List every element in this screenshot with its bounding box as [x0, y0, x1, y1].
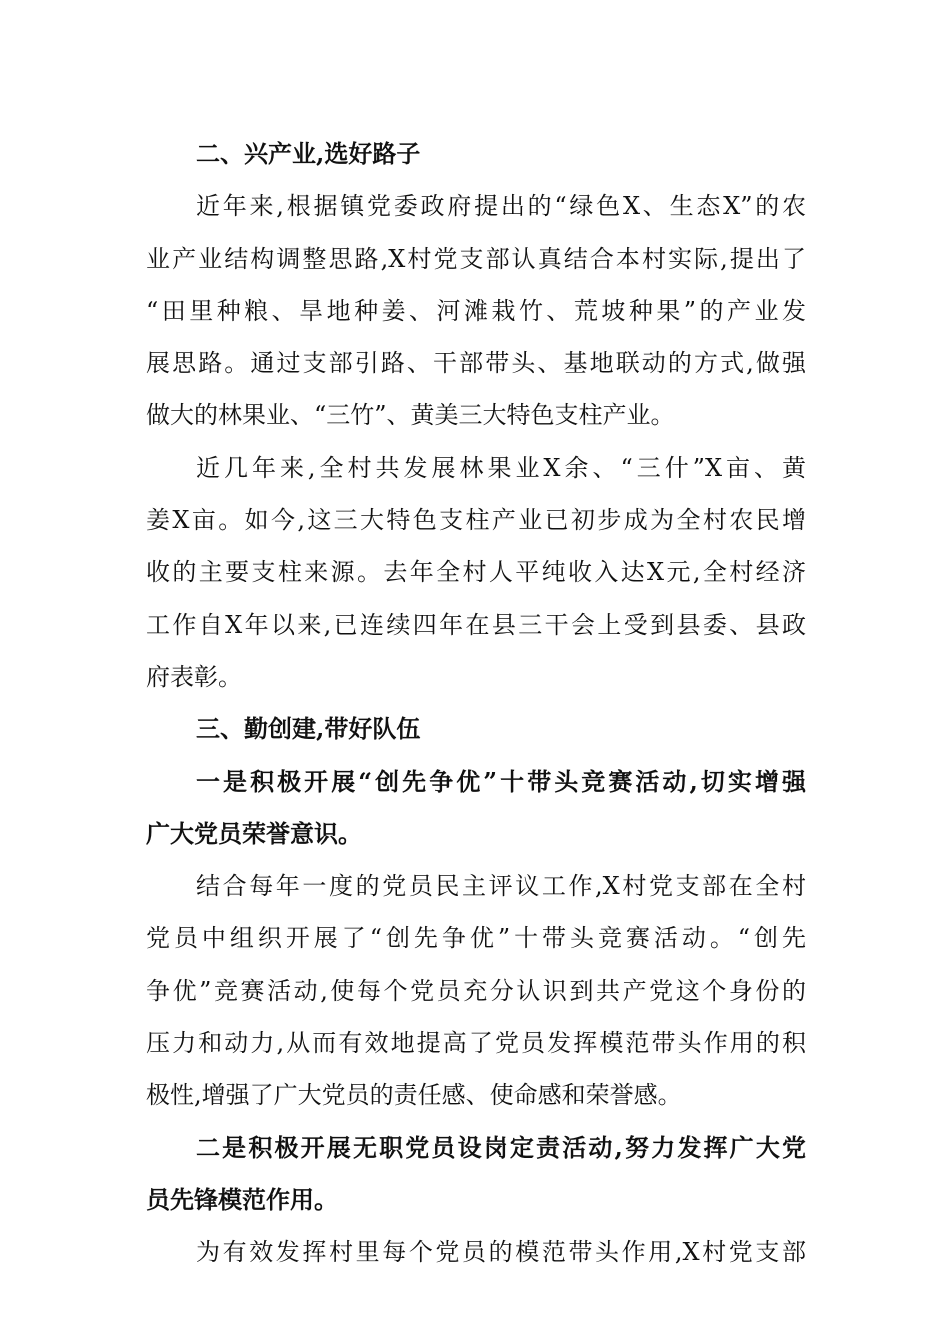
body-text-line: 业产业结构调整思路,X村党支部认真结合本村实际,提出了	[146, 244, 806, 273]
heading-line: 二是积极开展无职党员设岗定责活动,努力发挥广大党	[196, 1132, 806, 1162]
body-text-line: 极性,增强了广大党员的责任感、使命感和荣誉感。	[146, 1081, 682, 1110]
heading-line: 广大党员荣誉意识。	[146, 818, 362, 848]
body-text-line: 结合每年一度的党员民主评议工作,X村党支部在全村	[196, 872, 806, 901]
body-text-line: 党员中组织开展了“创先争优”十带头竞赛活动。“创先	[146, 924, 806, 953]
body-text-line: 近几年来,全村共发展林果业X余、“三什”X亩、黄	[196, 453, 806, 482]
heading-line: 员先锋模范作用。	[146, 1184, 338, 1214]
body-text-line: 姜X亩。如今,这三大特色支柱产业已初步成为全村农民增	[146, 506, 806, 535]
body-text-line: 争优”竞赛活动,使每个党员充分认识到共产党这个身份的	[146, 976, 806, 1005]
body-text-line: 近年来,根据镇党委政府提出的“绿色X、生态X”的农	[196, 192, 806, 221]
heading-line: 二、兴产业,选好路子	[196, 139, 421, 168]
body-text-line: 府表彰。	[146, 662, 242, 691]
heading-line: 三、勤创建,带好队伍	[196, 714, 421, 744]
body-text-line: 做大的林果业、“三竹”、黄美三大特色支柱产业。	[146, 401, 675, 430]
body-text-line: 工作自X年以来,已连续四年在县三干会上受到县委、县政	[146, 610, 806, 639]
body-text-line: 为有效发挥村里每个党员的模范带头作用,X村党支部	[196, 1238, 806, 1267]
body-text-line: 展思路。通过支部引路、干部带头、基地联动的方式,做强	[146, 349, 806, 378]
body-text-line: “田里种粮、旱地种姜、河滩栽竹、荒坡种果”的产业发	[146, 296, 806, 325]
body-text-line: 收的主要支柱来源。去年全村人平纯收入达X元,全村经济	[146, 558, 806, 587]
document-page	[146, 128, 806, 1279]
heading-line: 一是积极开展“创先争优”十带头竞赛活动,切实增强	[196, 766, 806, 796]
body-text-line: 压力和动力,从而有效地提高了党员发挥模范带头作用的积	[146, 1029, 806, 1058]
